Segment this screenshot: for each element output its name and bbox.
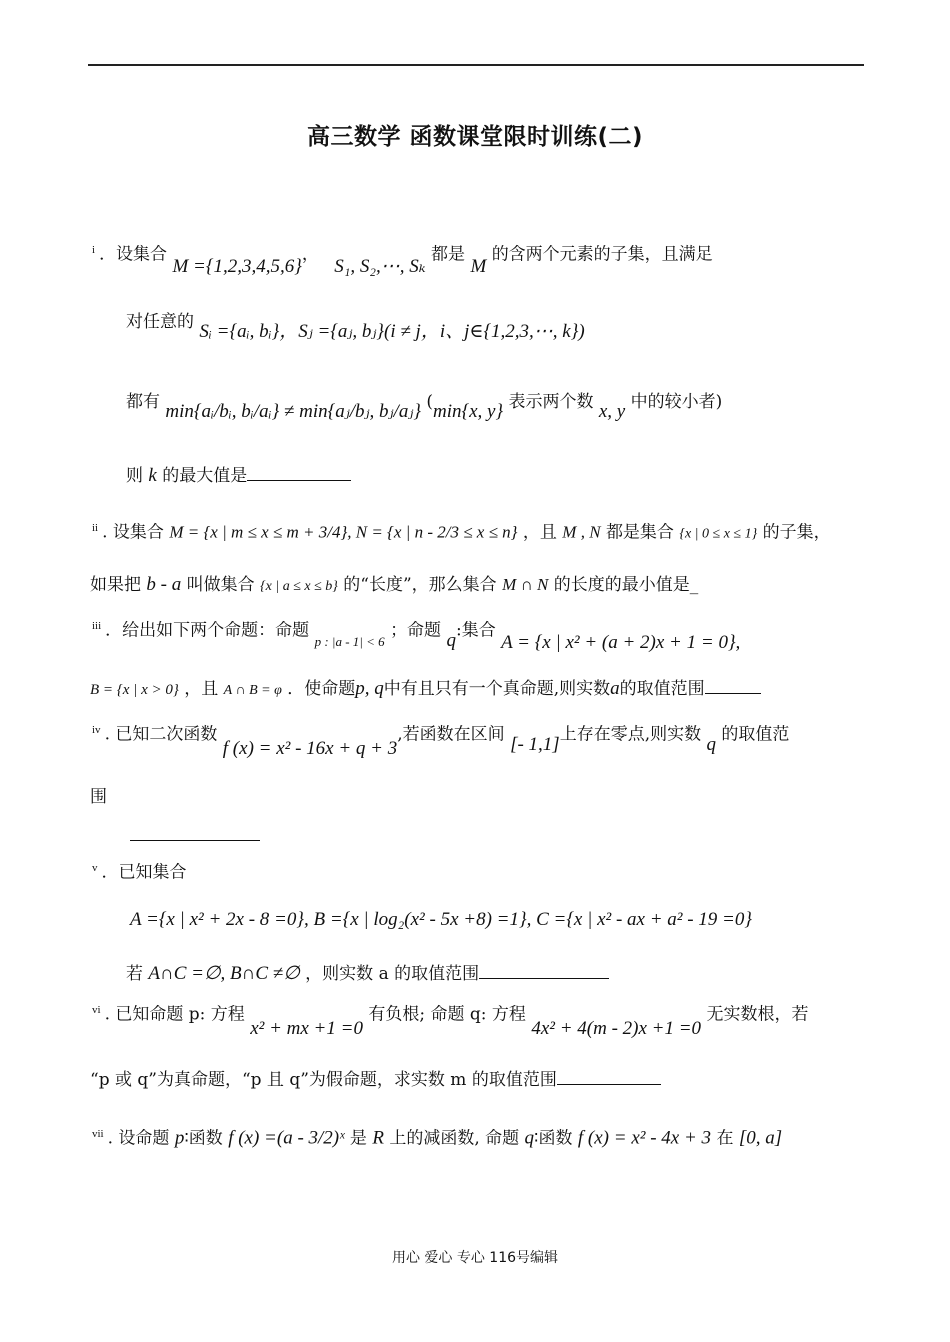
problem-6-line-1: $^{vi}$ . 已知命题 p: 方程 x² + mx +1 =0 有负根; 命题 q: 方程 4x² + 4(m - 2)x +1 =0 无实数根，若 xyxy=(92,1004,809,1039)
answer-blank[interactable] xyxy=(479,964,609,979)
problem-2-line-1: $^{ii}$ . 设集合 M = {x | m ≤ x ≤ m + 3/4}, N = {x | n - 2/3 ≤ x ≤ n} ，且 M , N 都是集合 {x | 0 ≤ x ≤ 1} 的子集， xyxy=(92,522,831,543)
problem-number: i xyxy=(92,244,96,256)
problem-1-line-3: 都有 min{aᵢ/bᵢ, bᵢ/aᵢ} ≠ min{aⱼ/bⱼ, bⱼ/aⱼ} (min{x, y} 表示两个数 x, y 中的较小者) xyxy=(126,392,723,422)
answer-blank[interactable] xyxy=(705,679,761,694)
problem-4-line-1: $^{iv}$ . 已知二次函数 f (x) = x² - 16x + q + 3,若函数在区间 [- 1,1]上存在零点,则实数 q 的取值范 xyxy=(92,724,790,759)
problem-2-line-2: 如果把 b - a 叫做集合 {x | a ≤ x ≤ b} 的“长度”，那么集合 M ∩ N 的长度的最小值是_ xyxy=(90,574,699,595)
problem-4-line-2: 围 xyxy=(90,787,107,807)
answer-blank-4[interactable] xyxy=(130,824,260,848)
problem-1-line-2: 对任意的 Sᵢ ={aᵢ, bᵢ}，Sⱼ ={aⱼ, bⱼ}(i ≠ j，i、j∈{1,2,3,⋯, k}) xyxy=(126,312,585,342)
problem-7-line-1: $^{vii}$ . 设命题 p∶函数 f (x) =(a - 3/2)ˣ 是 R 上的减函数, 命题 q∶函数 f (x) = x² - 4x + 3 在 [0, a] xyxy=(92,1127,783,1149)
problem-6-line-2: “p 或 q”为真命题，“p 且 q”为假命题，求实数 m 的取值范围 xyxy=(90,1068,661,1092)
document-title: 高三数学 函数课堂限时训练(二) xyxy=(306,124,644,150)
answer-blank[interactable] xyxy=(247,466,351,481)
problem-5-line-3: 若 A∩C =∅, B∩C ≠∅ ，则实数 a 的取值范围 xyxy=(126,962,609,986)
answer-blank[interactable] xyxy=(557,1070,661,1085)
problem-1-line-1: $^i$ ．设集合 M ={1,2,3,4,5,6}， S₁, S₂,⋯, Sₖ 都是 M 的含两个元素的子集，且满足 xyxy=(92,244,713,277)
problem-5-line-1: $^v$ ．已知集合 xyxy=(92,862,187,883)
page-footer: 用心 爱心 专心 116号编辑 xyxy=(391,1250,559,1266)
top-rule xyxy=(88,64,864,66)
problem-3-line-2: B = {x | x > 0} ，且 A ∩ B = φ ．使命题p, q中有且只有一个真命题,则实数a的取值范围 xyxy=(90,677,761,703)
problem-1-line-4: 则 k 的最大值是 xyxy=(126,464,351,488)
problem-3-line-1: $^{iii}$ ．给出如下两个命题：命题 $_{p : |a - 1| < 6}$ ；命题 q:集合 A = {x | x² + (a + 2)x + 1 = 0}, xyxy=(92,620,741,653)
problem-5-line-2: A ={x | x² + 2x - 8 =0}, B ={x | log₂(x² - 5x +8) =1}, C ={x | x² - ax + a² - 19 =0} xyxy=(130,909,752,930)
